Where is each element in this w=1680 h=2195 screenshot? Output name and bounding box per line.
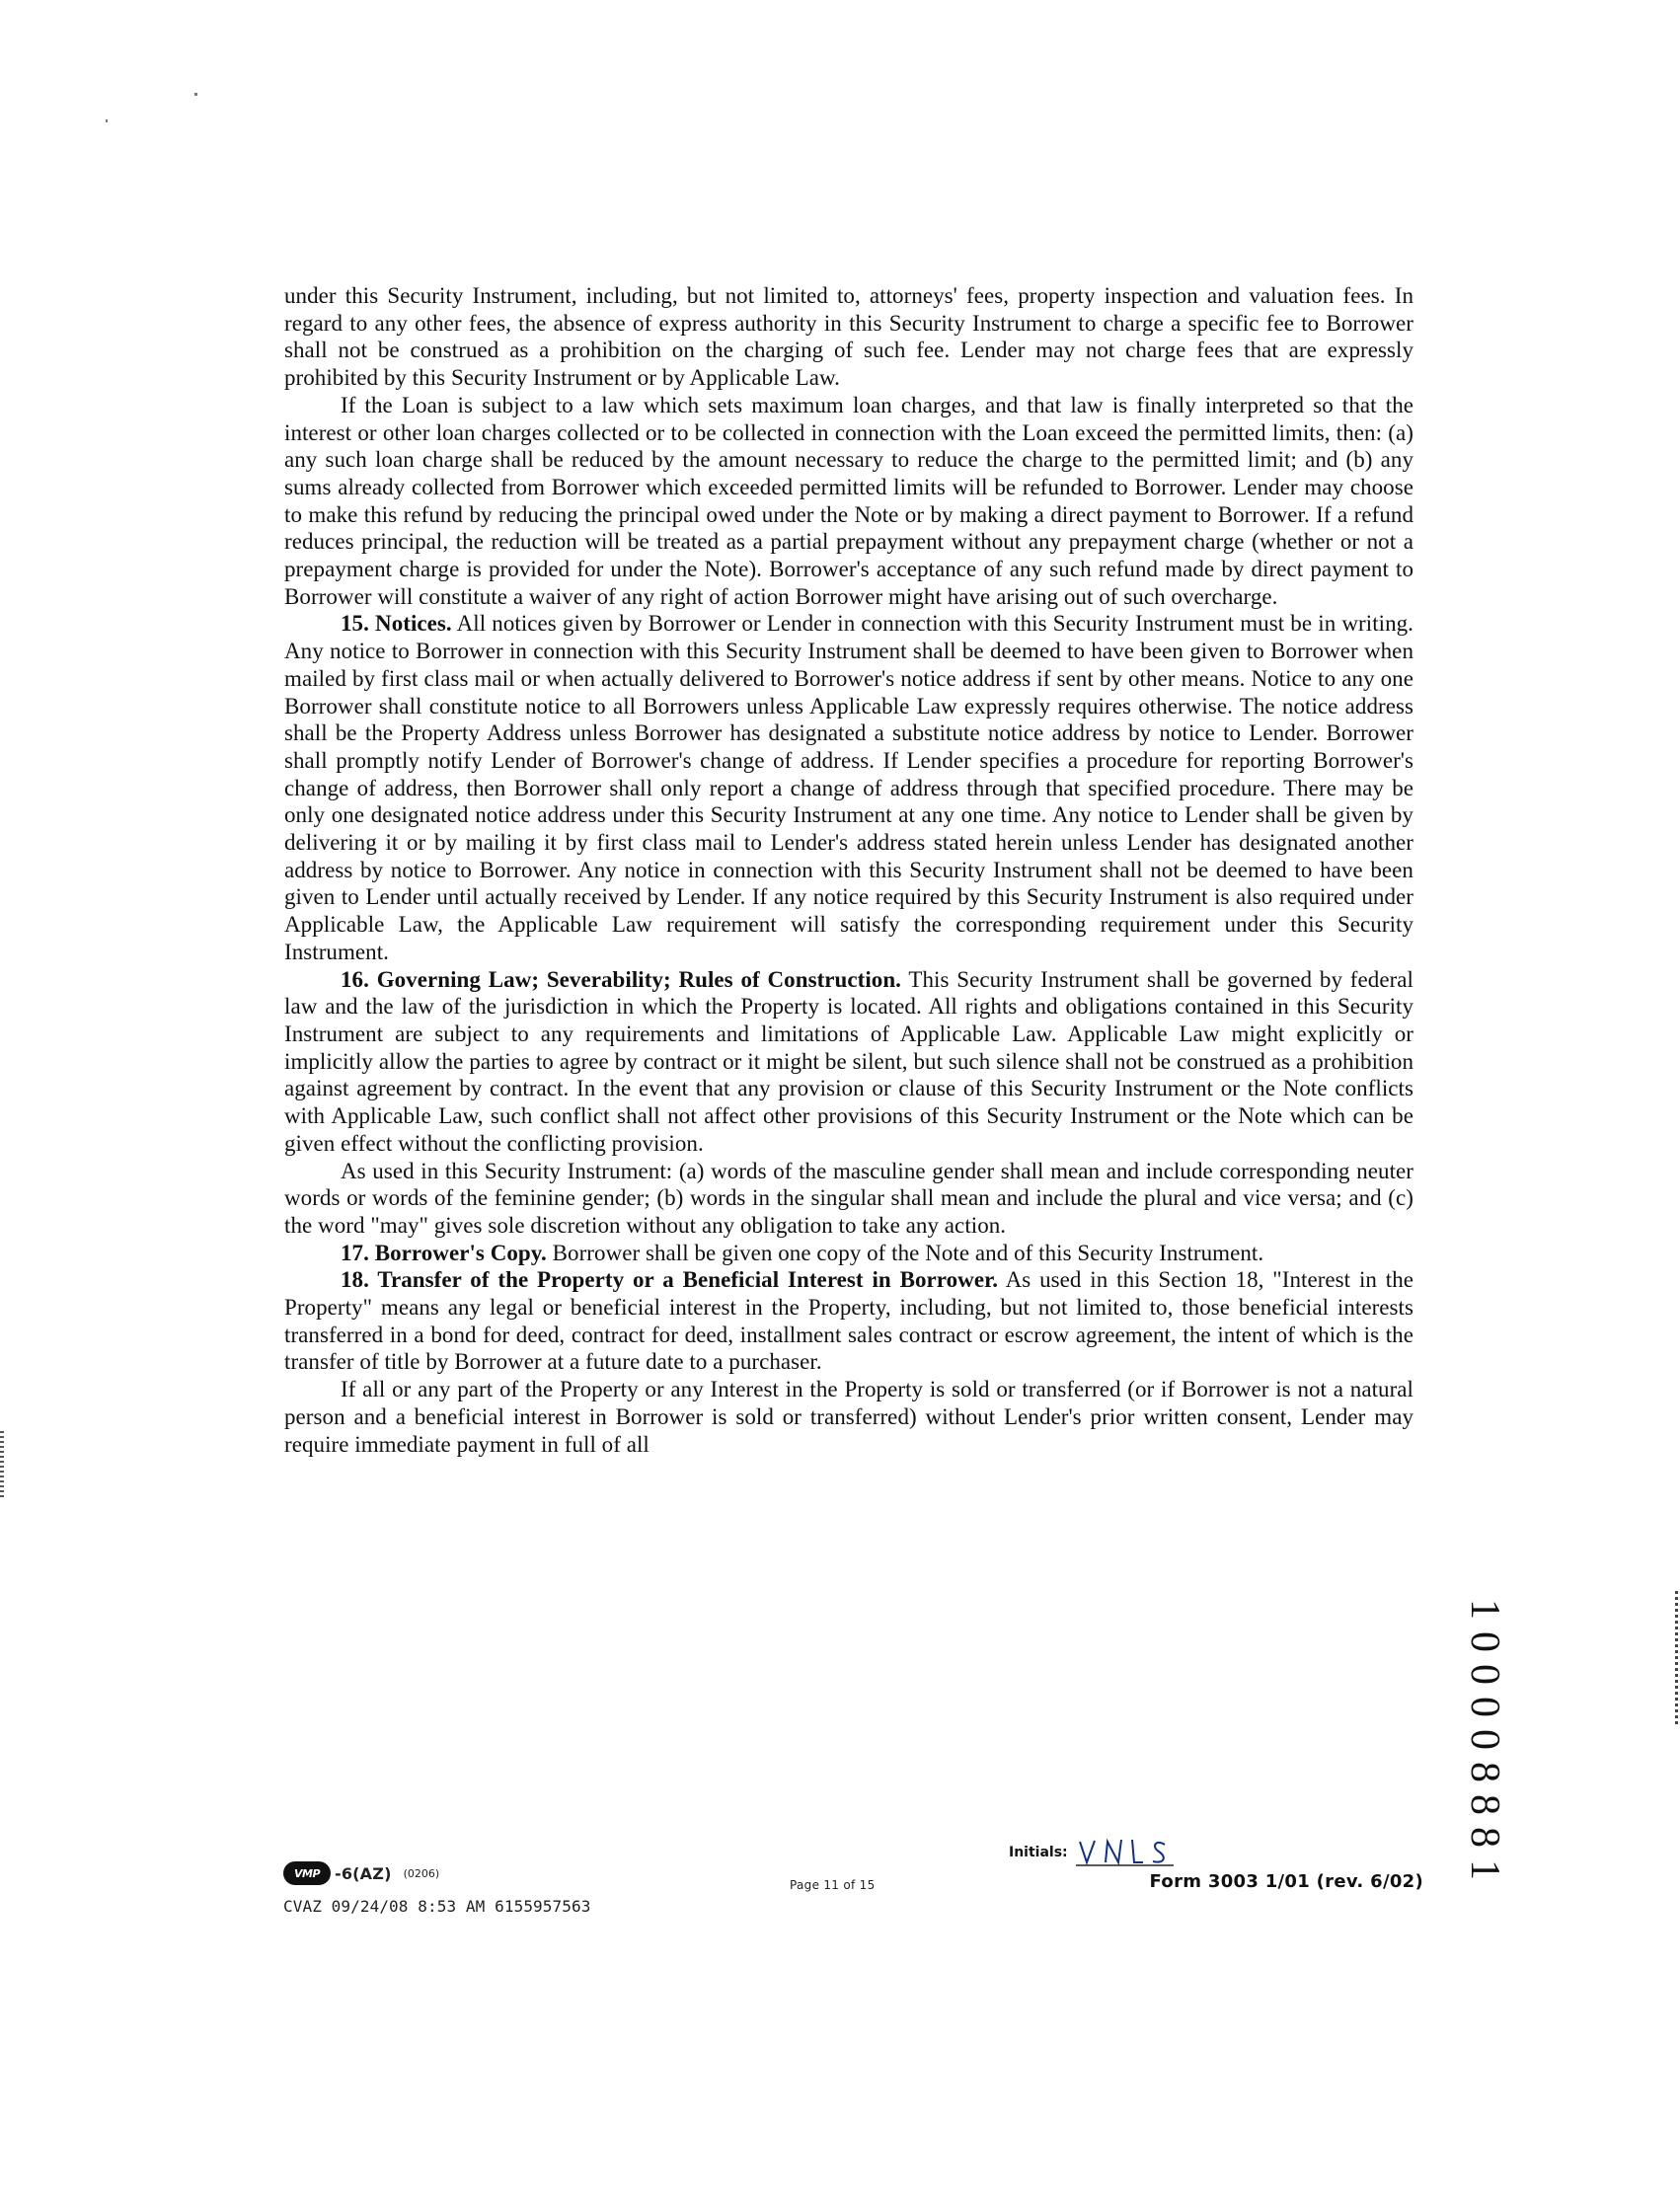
section-18-transfer [284, 1266, 1413, 1376]
paragraph-fees: under this Security Instrument, including, but not limited to, attorneys' fees, property inspection and valuation fees. In regard to any other fees, the absence of express authority in this Security Instrument to charge a specific fee to Borrower shall not be construed as a prohibition on the charging of such fee. Lender may not charge fees that are expressly prohibited by this Security Instrument or by Applicable Law. [284, 283, 1413, 391]
initials-block [1009, 1829, 1256, 1868]
document-meta-line: CVAZ 09/24/08 8:53 AM 6155957563 [283, 1897, 591, 1916]
initials-signature [1074, 1835, 1178, 1868]
section-text: Borrower shall be given one copy of the Note and of this Security Instrument. [552, 1240, 1264, 1265]
page-number: Page 11 of 15 [790, 1878, 876, 1892]
section-text: As used in this Section 18, "Interest in the Property" means any legal or beneficial interest in the Property, including, but not limited to, those beneficial interests transferred in a bond for deed, contract for deed, installment sales contract or escrow agreement, the intent of which is the transfer of title by Borrower at a future date to a purchaser. [284, 1267, 1414, 1375]
form-date: (0206) [403, 1867, 440, 1880]
section-text: All notices given by Borrower or Lender in connection with this Security Instrument must be in writing. Any notice to Borrower in connection with this Security Instrument shall be deemed to have been given to Borrower when mailed by first class mail or when actually delivered to Borrower's notice address if sent by other means. Notice to any one Borrower shall constitute notice to all Borrowers unless Applicable Law expressly requires otherwise. The notice address shall be the Property Address unless Borrower has designated a substitute notice address by notice to Lender. Borrower shall promptly notify Lender of Borrower's change of address. If Lender specifies a procedure for reporting Borrower's change of address, then Borrower shall only report a change of address through that specified procedure. There may be only one designated notice address under this Security Instrument at any one time. Any notice to Lender shall be given by delivering it or by mailing it by first class mail to Lender's address stated herein unless Lender has designated another address by notice to Borrower. Any notice in connection with this Security Instrument shall not be deemed to have been given to Lender until actually received by Lender. If any notice required by this Security Instrument is also required under Applicable Law, the Applicable Law requirement will satisfy the corresponding requirement under this Security Instrument. [284, 611, 1413, 964]
scan-mark [194, 93, 197, 96]
footer-form-info [283, 1856, 609, 1916]
scan-edge-mark [1675, 1591, 1678, 1725]
form-number: Form 3003 1/01 (rev. 6/02) [1149, 1871, 1423, 1892]
section-heading: 16. Governing Law; Severability; Rules of Construction. [341, 966, 901, 992]
section-heading: 15. Notices. [341, 611, 452, 637]
scan-mark [106, 119, 108, 122]
section-heading: 18. Transfer of the Property or a Beneficial Interest in Borrower. [341, 1267, 999, 1293]
section-15-notices [284, 610, 1413, 965]
scan-edge-mark [0, 1431, 4, 1500]
section-16-governing-law [284, 966, 1413, 1158]
form-code: -6(AZ) [335, 1863, 392, 1883]
initials-label: Initials: [1009, 1845, 1068, 1860]
paragraph-construction: As used in this Security Instrument: (a) words of the masculine gender shall mean and include corresponding neuter words or words of the feminine gender; (b) words in the singular shall mean and include the plural and vice versa; and (c) the word "may" gives sole discretion without any obligation to take any action. [284, 1158, 1413, 1238]
side-stamp-number: 100008881 [1462, 1599, 1507, 1892]
paragraph-loan-charges: If the Loan is subject to a law which sets maximum loan charges, and that law is finally interpreted so that the interest or other loan charges collected or to be collected in connection with the Loan exceed the permitted limits, then: (a) any such loan charge shall be reduced by the amount necessary to reduce the charge to the permitted limit; and (b) any sums already collected from Borrower which exceeded permitted limits will be refunded to Borrower. Lender may choose to make this refund by reducing the principal owed under the Note or by making a direct payment to Borrower. If a refund reduces principal, the reduction will be treated as a partial prepayment without any prepayment charge (whether or not a prepayment charge is provided for under the Note). Borrower's acceptance of any such refund made by direct payment to Borrower will constitute a waiver of any right of action Borrower might have arising out of such overcharge. [284, 392, 1413, 609]
section-17-borrowers-copy [284, 1240, 1413, 1267]
document-body [284, 282, 1413, 1458]
vmp-logo: VMP [283, 1861, 331, 1885]
form-logo-row [283, 1856, 609, 1890]
paragraph-transfer-consent: If all or any part of the Property or any Interest in the Property is sold or transferred (or if Borrower is not a natural person and a beneficial interest in Borrower is sold or transferred) without Lender's prior written consent, Lender may require immediate payment in full of all [284, 1377, 1413, 1457]
section-text: This Security Instrument shall be governed by federal law and the law of the jurisdiction in which the Property is located. All rights and obligations contained in this Security Instrument are subject to any requirements and limitations of Applicable Law. Applicable Law might explicitly or implicitly allow the parties to agree by contract or it might be silent, but such silence shall not be construed as a prohibition against agreement by contract. In the event that any provision or clause of this Security Instrument or the Note conflicts with Applicable Law, such conflict shall not affect other provisions of this Security Instrument or the Note which can be given effect without the conflicting provision. [284, 966, 1413, 1156]
section-heading: 17. Borrower's Copy. [341, 1240, 547, 1265]
